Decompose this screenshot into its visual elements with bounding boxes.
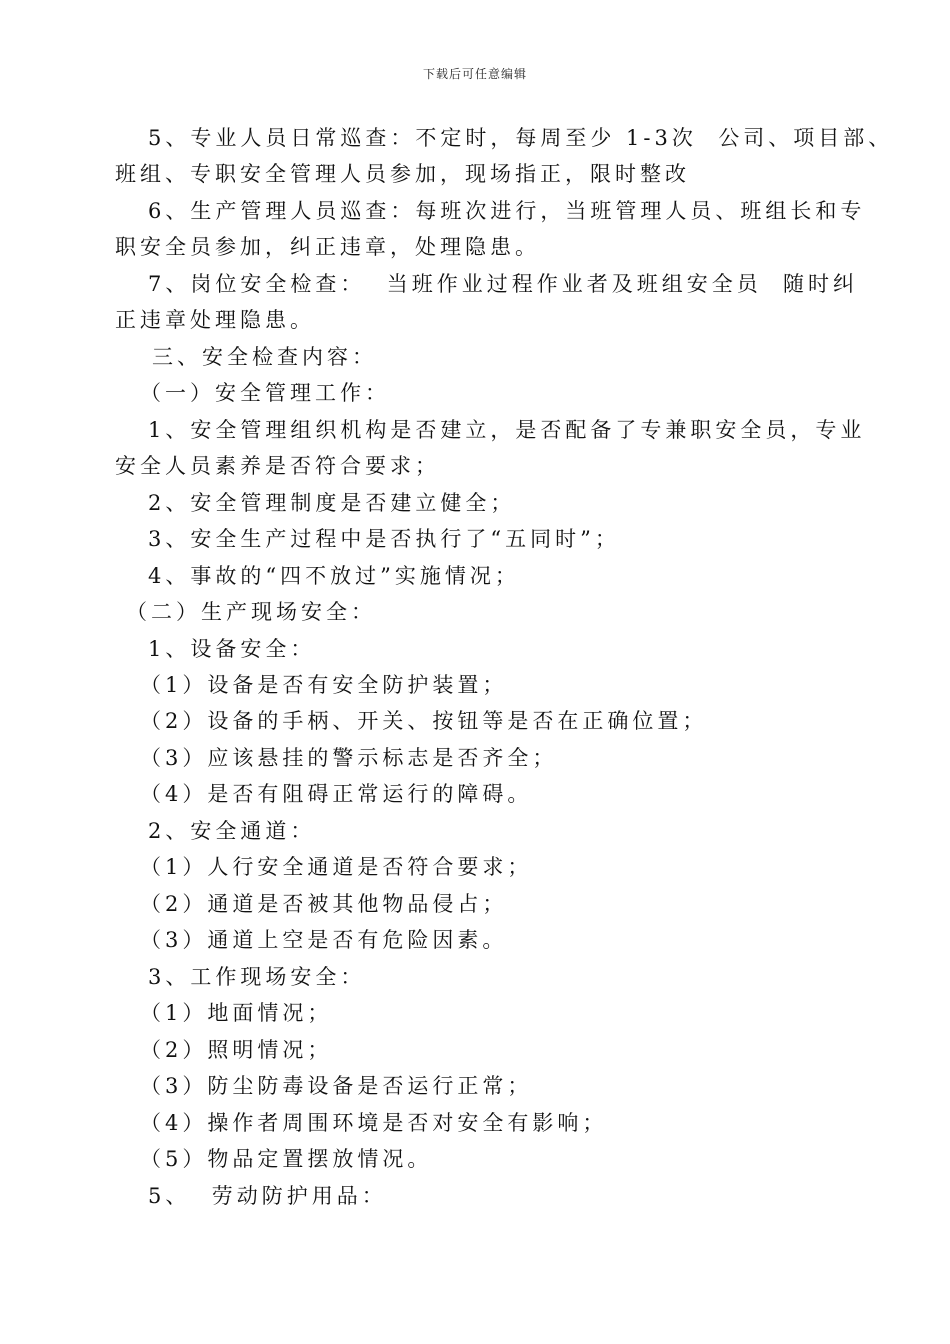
list-item: 3、安全生产过程中是否执行了“五同时”；: [148, 527, 620, 551]
list-item: 2、安全管理制度是否建立健全；: [148, 491, 516, 515]
list-item: 4、事故的“四不放过”实施情况；: [148, 564, 520, 588]
list-item: 5、 劳动防护用品：: [148, 1184, 387, 1208]
paragraph-line: 5、专业人员日常巡查：不定时，每周至少 1-3次 公司、项目部、: [148, 126, 894, 150]
paragraph-line: 7、岗位安全检查： 当班作业过程作业者及班组安全员 随时纠: [148, 272, 859, 296]
list-item: （2）通道是否被其他物品侵占；: [140, 892, 508, 916]
list-item: （1）设备是否有安全防护装置；: [140, 673, 508, 697]
paragraph-line: 安全人员素养是否符合要求；: [115, 454, 440, 478]
list-item: （3）通道上空是否有危险因素。: [140, 928, 508, 952]
section-heading: 三、安全检查内容：: [152, 345, 377, 369]
list-item: （1）人行安全通道是否符合要求；: [140, 855, 533, 879]
subsection-heading: （二）生产现场安全：: [126, 600, 376, 624]
list-item: （5）物品定置摆放情况。: [140, 1147, 433, 1171]
list-item: 3、工作现场安全：: [148, 965, 366, 989]
paragraph-line: 1、安全管理组织机构是否建立，是否配备了专兼职安全员，专业: [148, 418, 866, 442]
list-item: 2、安全通道：: [148, 819, 316, 843]
page-header: 下载后可任意编辑: [422, 67, 527, 81]
paragraph-line: 班组、专职安全管理人员参加，现场指正，限时整改: [115, 162, 690, 186]
list-item: （4）操作者周围环境是否对安全有影响；: [140, 1111, 608, 1135]
list-item: （2）照明情况；: [140, 1038, 333, 1062]
paragraph-line: 6、生产管理人员巡查：每班次进行，当班管理人员、班组长和专: [148, 199, 866, 223]
list-item: （3）应该悬挂的警示标志是否齐全；: [140, 746, 558, 770]
list-item: 1、设备安全：: [148, 637, 316, 661]
list-item: （1）地面情况；: [140, 1001, 333, 1025]
list-item: （4）是否有阻碍正常运行的障碍。: [140, 782, 533, 806]
paragraph-line: 正违章处理隐患。: [115, 308, 315, 332]
paragraph-line: 职安全员参加，纠正违章，处理隐患。: [115, 235, 540, 259]
list-item: （3）防尘防毒设备是否运行正常；: [140, 1074, 533, 1098]
subsection-heading: （一）安全管理工作：: [140, 381, 390, 405]
list-item: （2）设备的手柄、开关、按钮等是否在正确位置；: [140, 709, 708, 733]
